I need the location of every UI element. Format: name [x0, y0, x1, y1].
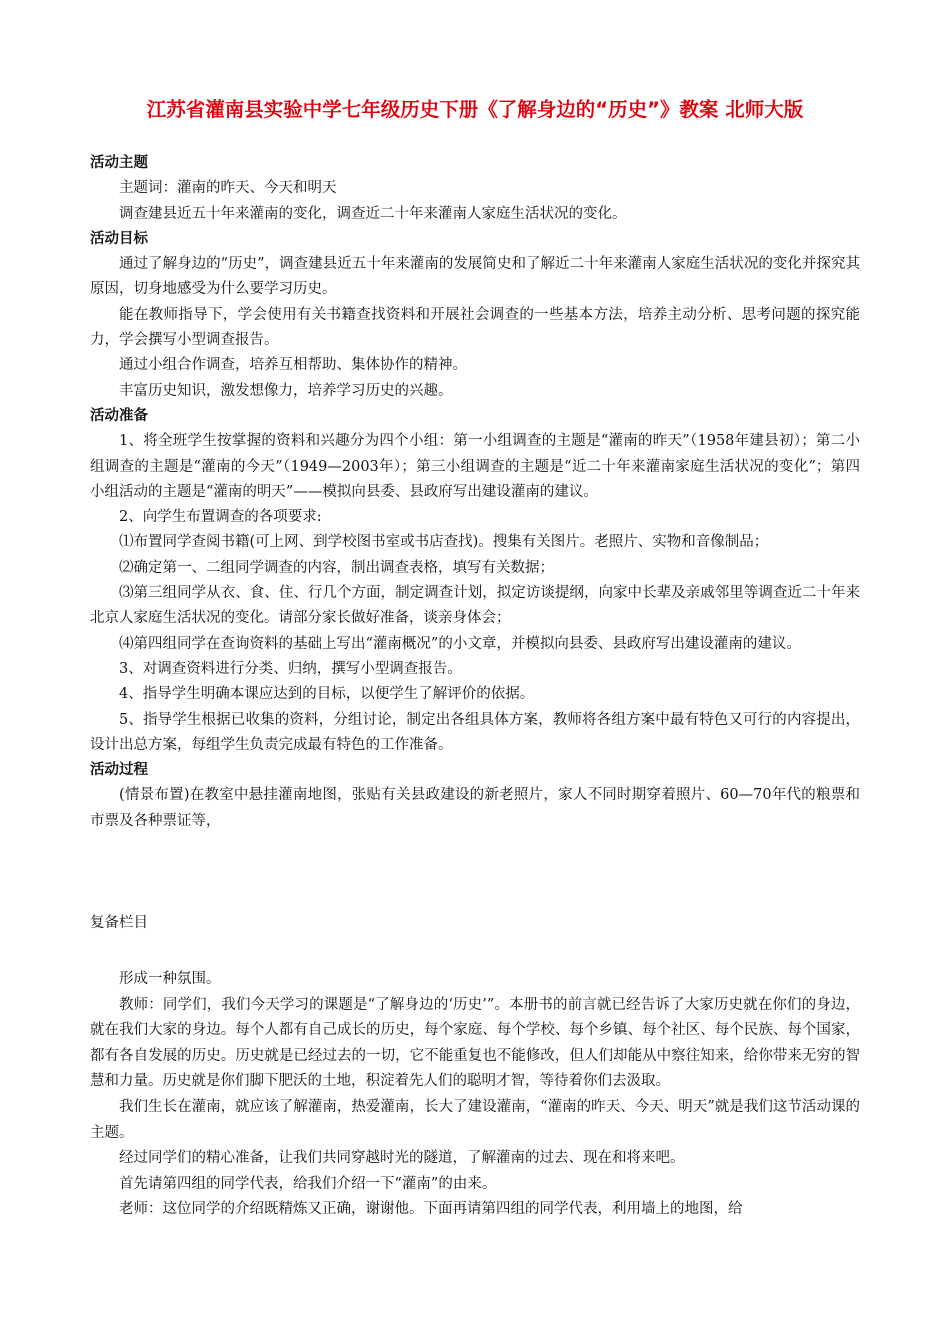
paragraph: 首先请第四组的同学代表，给我们介绍一下“灌南”的由来。 — [119, 1175, 497, 1192]
paragraph: 2、向学生布置调查的各项要求: — [119, 509, 322, 526]
paragraph: 我们生长在灌南，就应该了解灌南，热爱灌南，长大了建设灌南，“灌南的昨天、今天、明天”就是我们这节活动课的主题。 — [90, 1098, 860, 1141]
paragraph: 4、指导学生明确本课应达到的目标，以便学生了解评价的依据。 — [119, 686, 535, 703]
paragraph: 教师：同学们，我们今天学习的课题是“了解身边的‘历史’”。本册书的前言就已经告诉了大家历史就在你们的身边，就在我们大家的身边。每个人都有自己成长的历史，每个家庭、每个学校、每个乡镇、每个社区、每个民族、每个国家，都有各自发展的历史。历史就是已经过去的一切，它不能重复也不能修改，但人们却能从中察往知来，给你带来无穷的智慧和力量。历史就是你们脚下肥沃的土地，积淀着先人们的聪明才智，等待着你们去汲取。 — [90, 996, 860, 1090]
paragraph: ⑶第三组同学从衣、食、住、行几个方面，制定调查计划，拟定访谈提纲，向家中长辈及亲戚邻里等调查近二十年来北京人家庭生活状况的变化。请部分家长做好准备，谈亲身体会； — [90, 585, 860, 627]
paragraph: 通过小组合作调查，培养互相帮助、集体协作的精神。 — [119, 357, 467, 374]
paragraph: 丰富历史知识，激发想像力，培养学习历史的兴趣。 — [119, 382, 453, 399]
section-heading-prep: 活动准备 — [90, 407, 148, 424]
document-body — [90, 151, 860, 834]
paragraph: 能在教师指导下，学会使用有关书籍查找资料和开展社会调查的一些基本方法，培养主动分析、思考问题的探究能力，学会撰写小型调查报告。 — [90, 306, 860, 349]
paragraph: 3、对调查资料进行分类、归纳，撰写小型调查报告。 — [119, 660, 462, 677]
section-heading-process: 活动过程 — [90, 762, 148, 779]
document-title: 江苏省灌南县实验中学七年级历史下册《了解身边的“历史”》教案 北师大版 — [146, 98, 804, 121]
paragraph: 老师：这位同学的介绍既精炼又正确，谢谢他。下面再请第四组的同学代表，利用墙上的地图，给 — [119, 1201, 743, 1218]
paragraph: ⑴布置同学查阅书籍(可上网、到学校图书室或书店查找)。搜集有关图片。老照片、实物和音像制品； — [119, 534, 769, 551]
paragraph: 5、指导学生根据已收集的资料，分组讨论，制定出各组具体方案，教师将各组方案中最有特色又可行的内容提出，设计出总方案，每组学生负责完成最有特色的工作准备。 — [90, 711, 860, 753]
paragraph: ⑵确定第一、二组同学调查的内容，制出调查表格，填写有关数据； — [119, 559, 554, 576]
section-heading-goals: 活动目标 — [90, 230, 148, 247]
paragraph: ⑷第四组同学在查询资料的基础上写出“灌南概况”的小文章，并模拟向县委、县政府写出建设灌南的建议。 — [119, 635, 801, 652]
paragraph: 1、将全班学生按掌握的资料和兴趣分为四个小组：第一小组调查的主题是“灌南的昨天”（1958年建县初）；第二小组调查的主题是“灌南的今天”（1949—2003年）；第三小组调查的主题是“近二十年来灌南家庭生活状况的变化”；第四小组活动的主题是“灌南的明天”——模拟向县委、县政府写出建设灌南的建议。 — [90, 433, 860, 500]
paragraph: 经过同学们的精心准备，让我们共同穿越时光的隧道，了解灌南的过去、现在和将来吧。 — [119, 1150, 685, 1167]
review-column-label: 复备栏目 — [90, 915, 148, 931]
paragraph: 调查建县近五十年来灌南的变化，调查近二十年来灌南人家庭生活状况的变化。 — [119, 205, 627, 222]
paragraph: 形成一种氛围。 — [119, 971, 221, 987]
section-heading-theme: 活动主题 — [90, 155, 148, 171]
paragraph: (情景布置)在教室中悬挂灌南地图，张贴有关县政建设的新老照片，家人不同时期穿着照片、60—70年代的粮票和市票及各种票证等， — [90, 787, 860, 829]
paragraph: 主题词：灌南的昨天、今天和明天 — [119, 180, 337, 197]
paragraph: 通过了解身边的“历史”，调查建县近五十年来灌南的发展简史和了解近二十年来灌南人家庭生活状况的变化并探究其原因，切身地感受为什么要学习历史。 — [90, 256, 860, 298]
document-body-continued — [90, 967, 860, 1223]
